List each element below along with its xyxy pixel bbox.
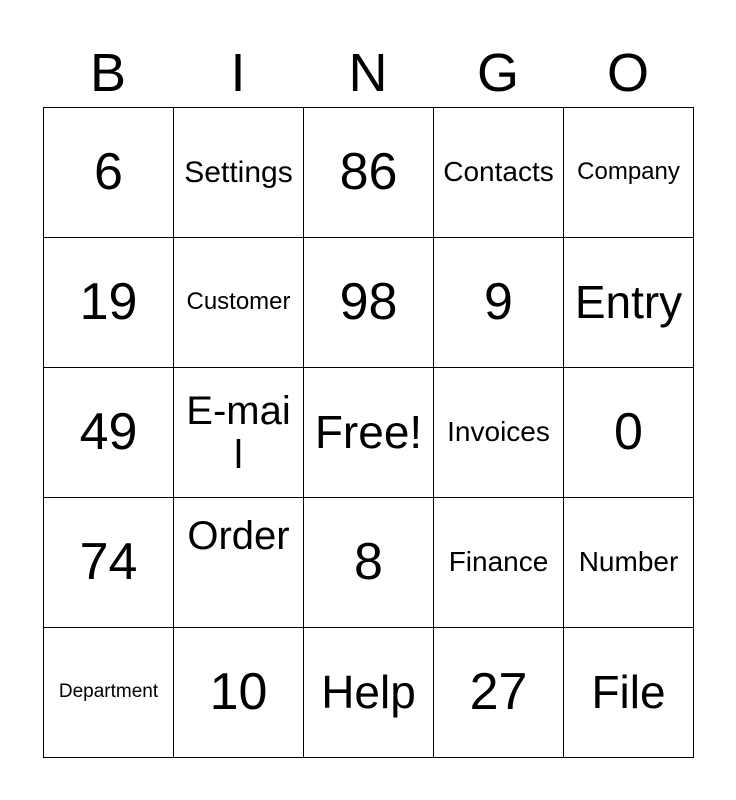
bingo-cell[interactable]: Department xyxy=(44,628,174,758)
bingo-cell[interactable]: 49 xyxy=(44,368,174,498)
bingo-cell[interactable]: 8 xyxy=(304,498,434,628)
bingo-cell[interactable]: 6 xyxy=(44,108,174,238)
bingo-cell[interactable]: Number xyxy=(564,498,694,628)
bingo-cell[interactable]: 86 xyxy=(304,108,434,238)
header-letter-g: G xyxy=(476,43,519,103)
bingo-board xyxy=(43,107,694,758)
header-letter-o: O xyxy=(606,43,649,103)
header-letter-i: I xyxy=(230,43,246,103)
bingo-cell[interactable]: E-mail xyxy=(174,368,304,498)
bingo-cell[interactable]: Finance xyxy=(434,498,564,628)
header-letter-n: N xyxy=(348,43,388,103)
bingo-cell[interactable]: Entry xyxy=(564,238,694,368)
bingo-cell[interactable]: Company xyxy=(564,108,694,238)
free-space-cell[interactable]: Free! xyxy=(304,368,434,498)
bingo-cell[interactable]: 9 xyxy=(434,238,564,368)
bingo-cell[interactable]: Order xyxy=(174,498,304,628)
bingo-cell[interactable]: File xyxy=(564,628,694,758)
bingo-cell[interactable]: Customer xyxy=(174,238,304,368)
bingo-cell[interactable]: Help xyxy=(304,628,434,758)
bingo-cell[interactable]: 98 xyxy=(304,238,434,368)
bingo-cell[interactable]: 74 xyxy=(44,498,174,628)
bingo-cell[interactable]: Invoices xyxy=(434,368,564,498)
bingo-cell[interactable]: Settings xyxy=(174,108,304,238)
bingo-header xyxy=(43,40,693,106)
bingo-cell[interactable]: 0 xyxy=(564,368,694,498)
header-letter-b: B xyxy=(89,43,127,103)
bingo-cell[interactable]: 10 xyxy=(174,628,304,758)
bingo-cell[interactable]: Contacts xyxy=(434,108,564,238)
bingo-cell[interactable]: 27 xyxy=(434,628,564,758)
bingo-cell[interactable]: 19 xyxy=(44,238,174,368)
